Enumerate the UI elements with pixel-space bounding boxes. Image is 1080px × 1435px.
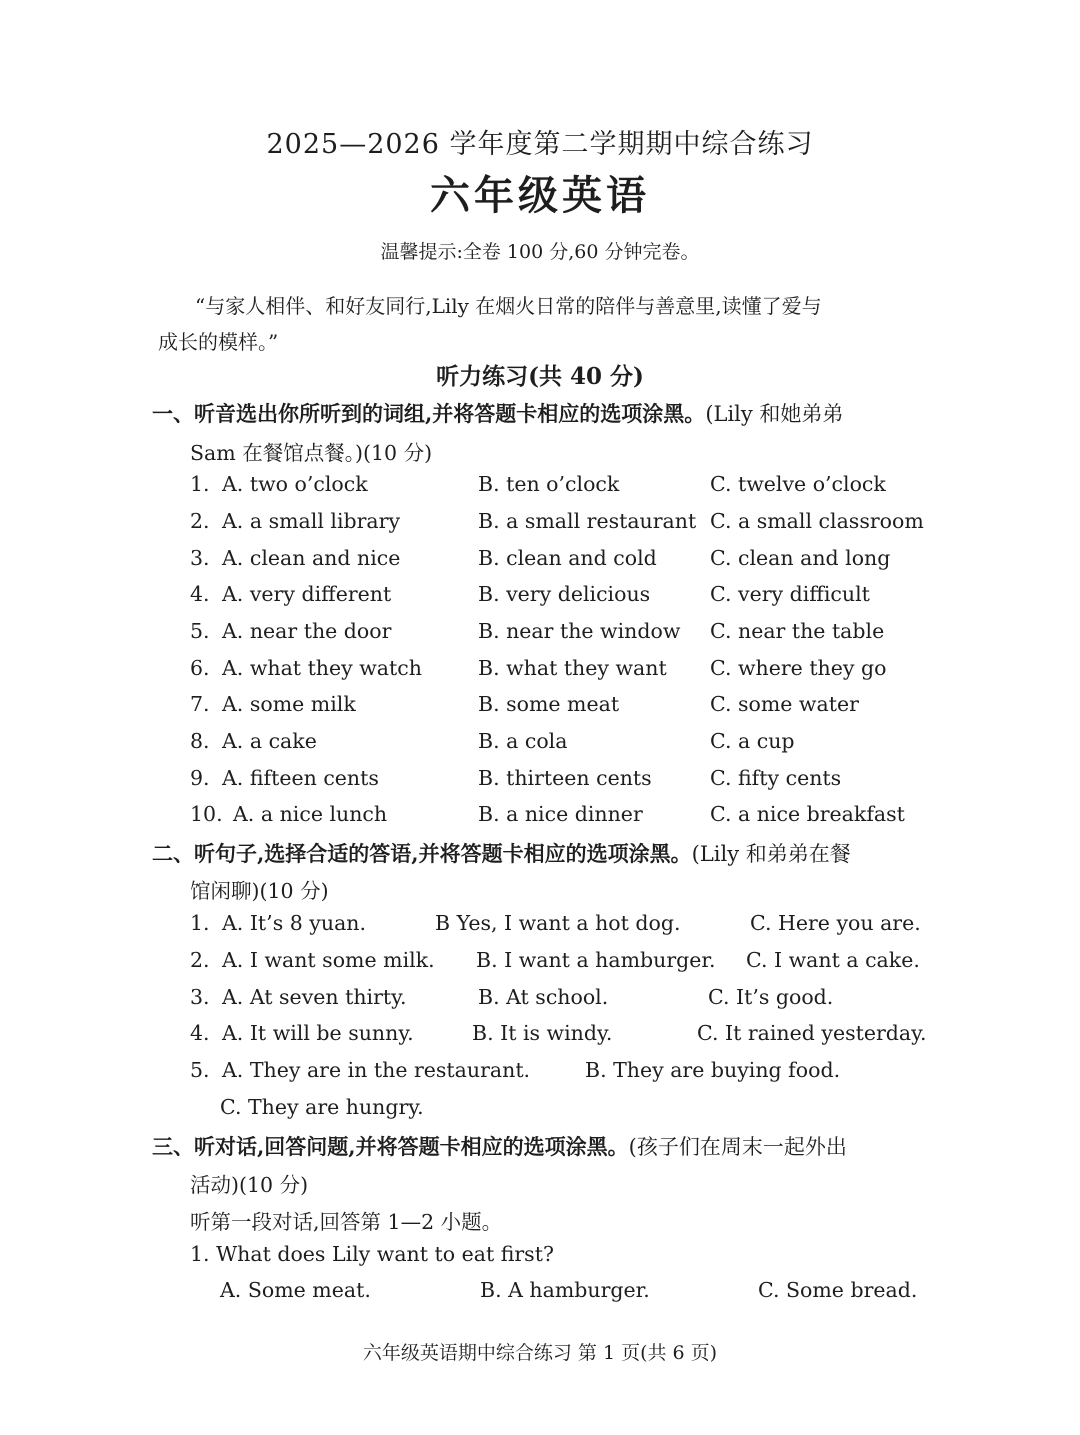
- option-a: A. clean and nice: [222, 546, 401, 570]
- option-c: C. fifty cents: [710, 766, 842, 790]
- option-a: A. At seven thirty.: [222, 985, 407, 1009]
- option-a: A. two o’clock: [222, 472, 368, 496]
- option-b: B. I want a hamburger.: [476, 948, 716, 972]
- option-c: C. Some bread.: [758, 1278, 918, 1302]
- list-item: [0, 1021, 1080, 1051]
- list-item: [0, 948, 1080, 978]
- option-b: B. near the window: [478, 619, 681, 643]
- option-b: B. At school.: [478, 985, 609, 1009]
- exam-tip: 温馨提示:全卷 100 分,60 分钟完卷。: [380, 241, 700, 263]
- section-3-title-text: 三、听对话,回答问题,并将答题卡相应的选项涂黑。: [152, 1134, 629, 1159]
- question-1: 1. What does Lily want to eat first?: [190, 1242, 554, 1266]
- option-a: A. very different: [222, 582, 392, 606]
- option-c: C. where they go: [710, 656, 887, 680]
- list-item: [0, 582, 1080, 612]
- option-a: A. I want some milk.: [222, 948, 435, 972]
- option-b: B. what they want: [478, 656, 667, 680]
- list-item: [0, 472, 1080, 502]
- option-a: A. It’s 8 yuan.: [222, 911, 367, 935]
- option-b: B. ten o’clock: [478, 472, 620, 496]
- option-c: C. a nice breakfast: [710, 802, 905, 826]
- option-c: C. It rained yesterday.: [697, 1021, 927, 1045]
- list-item: [0, 509, 1080, 539]
- item-number: 7.: [190, 692, 210, 716]
- list-item: [0, 911, 1080, 941]
- item-number: 5.: [190, 619, 210, 643]
- item-number: 2.: [190, 948, 210, 972]
- option-b: B Yes, I want a hot dog.: [435, 911, 681, 935]
- item-number: 8.: [190, 729, 210, 753]
- section-2-title-line-2: 馆闲聊)(10 分): [190, 879, 329, 903]
- option-c: C. very difficult: [710, 582, 870, 606]
- option-a: A. It will be sunny.: [222, 1021, 414, 1045]
- option-a: A. some milk: [222, 692, 356, 716]
- section-2-title-note: (Lily 和弟弟在餐: [691, 842, 851, 866]
- section-3-instruction: 听第一段对话,回答第 1—2 小题。: [190, 1210, 503, 1234]
- option-a: A. a small library: [222, 509, 401, 533]
- section-3-title-line-2: 活动)(10 分): [190, 1173, 309, 1197]
- item-number: 5.: [190, 1058, 210, 1082]
- item-number: 3.: [190, 546, 210, 570]
- option-c: C. Here you are.: [750, 911, 921, 935]
- section-3-title: [152, 1131, 847, 1161]
- option-b: B. a nice dinner: [478, 802, 643, 826]
- item-number: 9.: [190, 766, 210, 790]
- intro-line-1: “与家人相伴、和好友同行,Lily 在烟火日常的陪伴与善意里,读懂了爱与: [195, 294, 822, 318]
- listening-heading: 听力练习(共 40 分): [436, 363, 644, 390]
- section-2-title-text: 二、听句子,选择合适的答语,并将答题卡相应的选项涂黑。: [152, 841, 692, 866]
- option-a: A. fifteen cents: [222, 766, 379, 790]
- item-number: 4.: [190, 582, 210, 606]
- option-b: B. clean and cold: [478, 546, 657, 570]
- option-b: B. A hamburger.: [480, 1278, 650, 1302]
- option-c: C. some water: [710, 692, 859, 716]
- option-a: A. a nice lunch: [233, 802, 388, 826]
- item-number: 2.: [190, 509, 210, 533]
- item-number: 1.: [190, 472, 210, 496]
- section-1-title-text: 一、听音选出你所听到的词组,并将答题卡相应的选项涂黑。: [152, 401, 706, 426]
- page-footer: 六年级英语期中综合练习 第 1 页(共 6 页): [362, 1342, 718, 1364]
- option-c: C. I want a cake.: [746, 948, 920, 972]
- question-1-options: [0, 1278, 1080, 1308]
- option-b: B. very delicious: [478, 582, 651, 606]
- list-item: [0, 729, 1080, 759]
- option-b: B. a small restaurant: [478, 509, 697, 533]
- intro-line-2: 成长的模样。”: [158, 330, 279, 354]
- section-2-title: [152, 838, 851, 868]
- option-c: C. a small classroom: [710, 509, 924, 533]
- option-b: B. thirteen cents: [478, 766, 652, 790]
- list-item: [0, 985, 1080, 1015]
- section-1-title: [152, 398, 843, 428]
- option-c: C. a cup: [710, 729, 795, 753]
- section-3-title-note: (孩子们在周末一起外出: [628, 1135, 847, 1159]
- list-item: [0, 766, 1080, 796]
- option-a: A. They are in the restaurant.: [222, 1058, 531, 1082]
- list-item: [0, 546, 1080, 576]
- list-item: [0, 692, 1080, 722]
- option-c: C. clean and long: [710, 546, 891, 570]
- option-c: C. twelve o’clock: [710, 472, 886, 496]
- option-a: A. Some meat.: [220, 1278, 371, 1302]
- option-a: A. a cake: [222, 729, 317, 753]
- item-number: 3.: [190, 985, 210, 1009]
- section-1-title-note: (Lily 和她弟弟: [705, 402, 844, 426]
- option-b: B. It is windy.: [472, 1021, 613, 1045]
- list-item: [0, 802, 1080, 832]
- option-a: A. what they watch: [222, 656, 422, 680]
- option-b: B. some meat: [478, 692, 620, 716]
- option-c: C. It’s good.: [708, 985, 834, 1009]
- option-c: C. They are hungry.: [220, 1095, 424, 1119]
- option-b: B. They are buying food.: [585, 1058, 841, 1082]
- item-number: 1.: [190, 911, 210, 935]
- section-1-title-line-2: Sam 在餐馆点餐。)(10 分): [190, 441, 433, 465]
- list-item: [0, 619, 1080, 649]
- option-b: B. a cola: [478, 729, 568, 753]
- item-number: 6.: [190, 656, 210, 680]
- item-number: 10.: [190, 802, 223, 826]
- option-a: A. near the door: [222, 619, 392, 643]
- grade-title: 六年级英语: [430, 172, 650, 219]
- list-item: [0, 1058, 1080, 1088]
- list-item: [0, 656, 1080, 686]
- option-c: C. near the table: [710, 619, 885, 643]
- item-number: 4.: [190, 1021, 210, 1045]
- exam-title: 2025—2026 学年度第二学期期中综合练习: [266, 129, 814, 160]
